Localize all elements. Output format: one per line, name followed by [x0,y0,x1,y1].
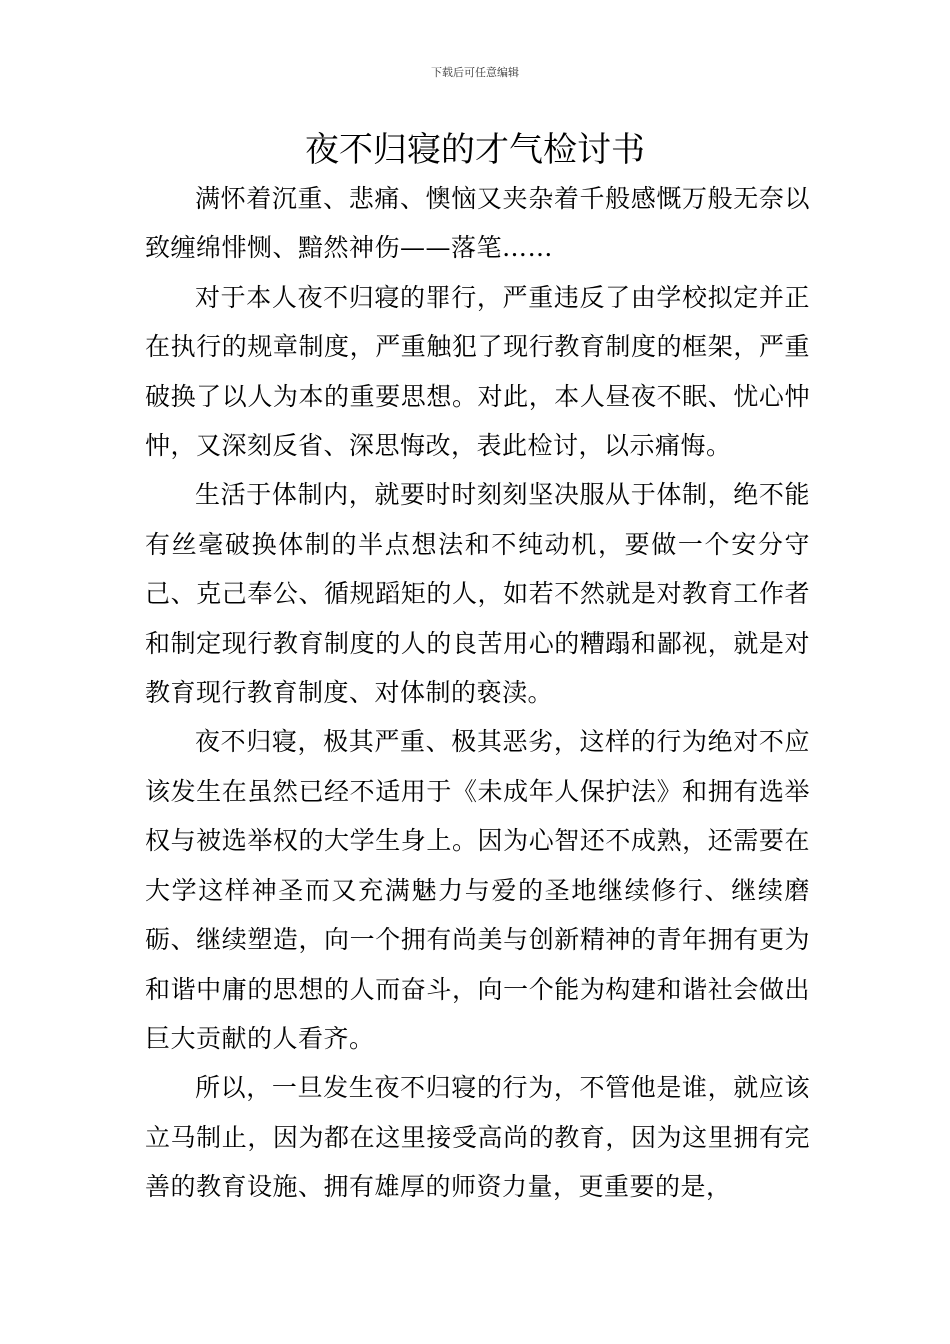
paragraph-4: 夜不归寝，极其严重、极其恶劣，这样的行为绝对不应该发生在虽然已经不适用于《未成年人保护法》和拥有选举权与被选举权的大学生身上。因为心智还不成熟，还需要在大学这样神圣而又充满魅力与爱的圣地继续修行、继续磨砺、继续塑造，向一个拥有尚美与创新精神的青年拥有更为和谐中庸的思想的人而奋斗，向一个能为构建和谐社会做出巨大贡献的人看齐。 [145,727,810,1053]
paragraph-1: 满怀着沉重、悲痛、懊恼又夹杂着千般感慨万般无奈以致缠绵悱恻、黯然神伤——落笔…… [145,184,810,263]
paragraph-5: 所以，一旦发生夜不归寝的行为，不管他是谁，就应该立马制止，因为都在这里接受高尚的教育，因为这里拥有完善的教育设施、拥有雄厚的师资力量，更重要的是， [145,1073,810,1202]
paragraph-2: 对于本人夜不归寝的罪行，严重违反了由学校拟定并正在执行的规章制度，严重触犯了现行教育制度的框架，严重破换了以人为本的重要思想。对此，本人昼夜不眠、忧心忡忡，又深刻反省、深思悔改，表此检讨，以示痛悔。 [145,282,810,461]
paragraph-3: 生活于体制内，就要时时刻刻坚决服从于体制，绝不能有丝毫破换体制的半点想法和不纯动机，要做一个安分守己、克己奉公、循规蹈矩的人，如若不然就是对教育工作者和制定现行教育制度的人的良苦用心的糟蹋和鄙视，就是对教育现行教育制度、对体制的亵渎。 [145,480,810,708]
document-title: 夜不归寝的才气检讨书 [305,130,645,170]
header-note: 下载后可任意编辑 [431,66,519,79]
document-body [145,174,810,1212]
